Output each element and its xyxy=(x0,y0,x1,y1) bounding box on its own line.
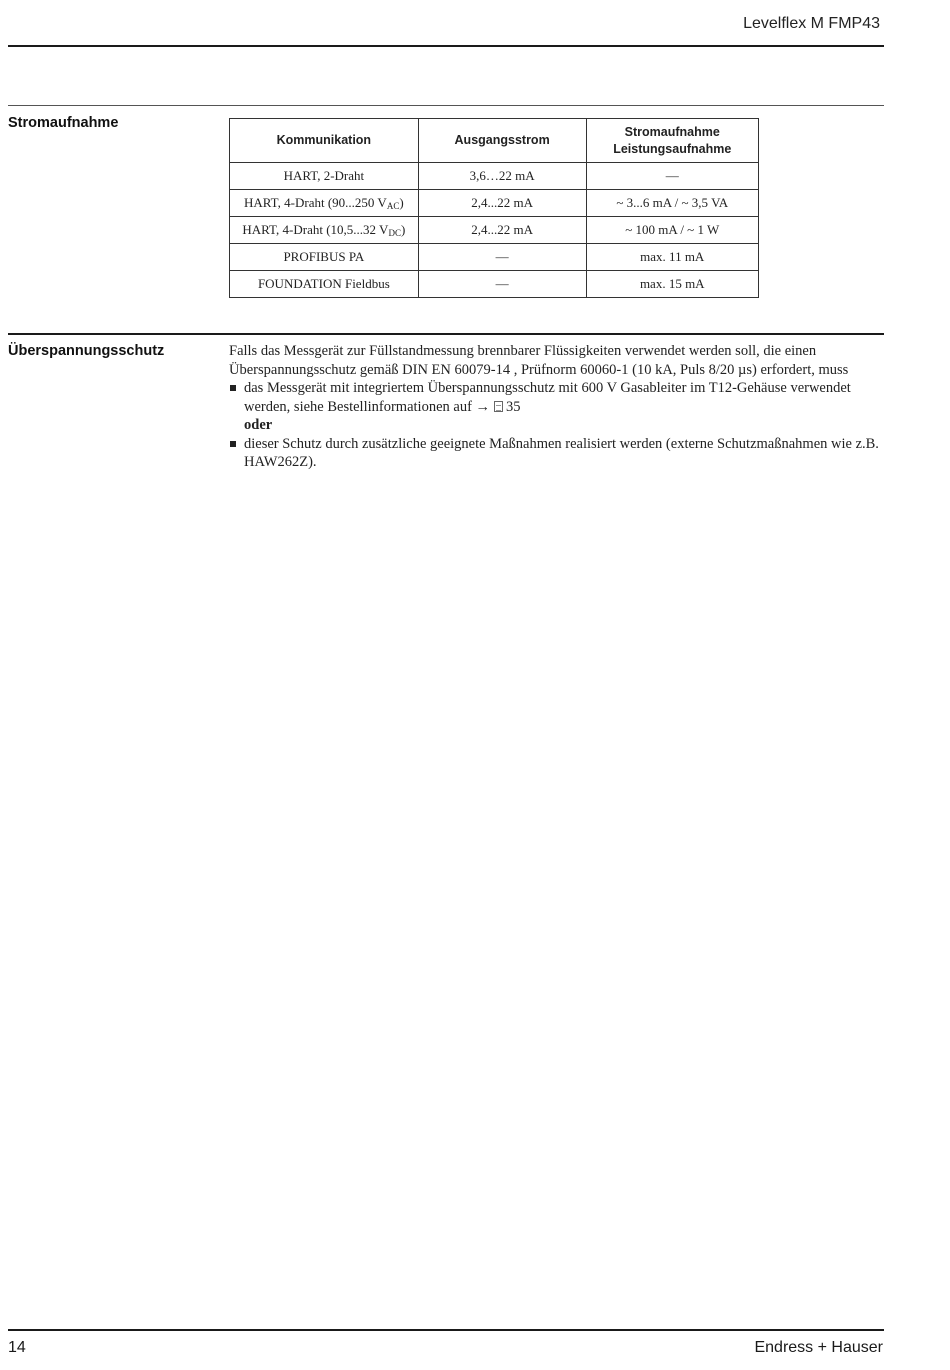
square-bullet-icon xyxy=(230,385,236,391)
cell-kommunikation-end: ) xyxy=(399,195,404,210)
cell-kommunikation xyxy=(230,190,419,217)
cell-kommunikation-sub: AC xyxy=(386,201,400,211)
cell-ausgangsstrom: 3,6…22 mA xyxy=(418,163,586,190)
bullet-text: dieser Schutz durch zusätzliche geeignete Maßnahmen realisiert werden (externe Schutzmaßnahmen wie z.B. HAW262Z). xyxy=(244,435,879,470)
cell-kommunikation-end: ) xyxy=(400,222,406,237)
cell-aufnahme: max. 15 mA xyxy=(586,271,758,298)
intro-paragraph: Falls das Messgerät zur Füllstandmessung brennbarer Flüssigkeiten verwendet werden soll, die einen Überspannungsschutz gemäß DIN EN 60079-14 , Prüfnorm 60060-1 (10 kA, Puls 8/20 µs) erfordert, muss xyxy=(229,343,849,378)
table-row xyxy=(230,190,759,217)
cell-kommunikation: PROFIBUS PA xyxy=(230,244,419,271)
ueberspannungsschutz-body xyxy=(229,342,881,472)
column-header-stromaufnahme-line1: Stromaufnahme xyxy=(624,124,720,139)
cell-kommunikation-sub: DC xyxy=(388,228,401,238)
page-reference-link[interactable]: 35 xyxy=(506,398,521,415)
oder-label: oder xyxy=(244,417,273,433)
page-number: 14 xyxy=(8,1339,26,1356)
cell-ausgangsstrom: 2,4...22 mA xyxy=(418,217,586,244)
footer-rule xyxy=(8,1329,884,1331)
document-title: Levelflex M FMP43 xyxy=(743,15,880,32)
column-header-kommunikation: Kommunikation xyxy=(230,119,419,163)
current-consumption-table xyxy=(229,118,759,298)
cell-ausgangsstrom: — xyxy=(418,244,586,271)
cell-kommunikation: FOUNDATION Fieldbus xyxy=(230,271,419,298)
cell-ausgangsstrom: 2,4...22 mA xyxy=(418,190,586,217)
bullet-text: das Messgerät mit integriertem Überspannungsschutz mit 600 V Gasableiter im T12-Gehäuse verwendet werden, siehe Bestellinformationen auf xyxy=(244,380,851,415)
cell-aufnahme: max. 11 mA xyxy=(586,244,758,271)
cell-kommunikation-main: HART, 4-Draht (10,5...32 V xyxy=(242,222,389,237)
column-header-stromaufnahme xyxy=(586,119,758,163)
list-item xyxy=(229,435,881,472)
arrow-right-icon: → xyxy=(475,398,491,415)
footer-brand: Endress + Hauser xyxy=(754,1339,883,1356)
section-label-ueberspannungsschutz: Überspannungsschutz xyxy=(8,343,165,359)
table-row xyxy=(230,271,759,298)
table-row xyxy=(230,163,759,190)
table-row xyxy=(230,244,759,271)
cell-kommunikation xyxy=(230,217,419,244)
square-bullet-icon xyxy=(230,441,236,447)
cell-aufnahme: ~ 100 mA / ~ 1 W xyxy=(586,217,758,244)
table-header-row xyxy=(230,119,759,163)
column-header-ausgangsstrom: Ausgangsstrom xyxy=(418,119,586,163)
cell-kommunikation-main: HART, 4-Draht (90...250 V xyxy=(244,195,387,210)
section-divider-ueberspannungsschutz xyxy=(8,333,884,335)
cell-aufnahme: ~ 3...6 mA / ~ 3,5 VA xyxy=(586,190,758,217)
page-reference-icon xyxy=(494,401,503,412)
section-label-stromaufnahme: Stromaufnahme xyxy=(8,115,119,131)
list-item xyxy=(229,379,881,416)
table-row xyxy=(230,217,759,244)
column-header-stromaufnahme-line2: Leistungsaufnahme xyxy=(613,141,732,156)
cell-ausgangsstrom: — xyxy=(418,271,586,298)
section-divider-stromaufnahme xyxy=(8,105,884,106)
cell-kommunikation: HART, 2-Draht xyxy=(230,163,419,190)
cell-aufnahme: — xyxy=(586,163,758,190)
header-rule xyxy=(8,45,884,47)
